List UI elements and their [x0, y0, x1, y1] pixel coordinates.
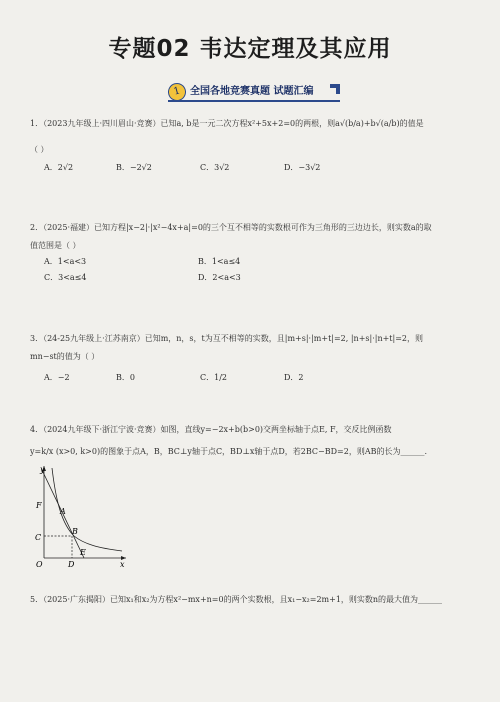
- label-e: E: [80, 548, 86, 557]
- section-number-badge: 1: [166, 81, 188, 103]
- question-2-stem-cont: 值范围是（ ）: [30, 241, 81, 250]
- question-1: [30, 118, 424, 156]
- label-d: D: [68, 560, 75, 569]
- question-3-option-d[interactable]: D．2: [284, 373, 304, 382]
- question-2: [30, 222, 432, 252]
- label-y: y: [40, 465, 45, 474]
- question-2-option-c[interactable]: C．3<a≤4: [44, 273, 87, 282]
- question-3: [30, 333, 423, 363]
- label-o: O: [36, 560, 43, 569]
- question-1-stem-cont: （ ）: [30, 145, 49, 154]
- question-5-stem: 5．（2025·广东揭阳）已知x₁和x₂为方程x²−mx+n=0的两个实数根，且x₁−x₂=2m+1，则实数n的最大值为______: [30, 595, 443, 604]
- question-2-option-a[interactable]: A．1<a<3: [44, 257, 87, 266]
- question-3-option-b[interactable]: B．0: [116, 373, 135, 382]
- label-c: C: [35, 533, 42, 542]
- question-1-option-b[interactable]: B．−2√2: [116, 163, 152, 172]
- section-banner: [168, 80, 340, 102]
- label-b: B: [72, 527, 78, 536]
- question-1-option-c[interactable]: C．3√2: [200, 163, 230, 172]
- section-banner-label: 全国各地竞赛真题 试题汇编: [190, 86, 314, 97]
- question-3-option-a[interactable]: A．−2: [44, 373, 70, 382]
- page-title: 专题02 韦达定理及其应用: [108, 36, 392, 62]
- question-3-stem-cont: mn−st的值为（ ）: [30, 352, 100, 361]
- question-3-stem: 3．（24-25九年级上·江苏南京）已知m，n，s，t为互不相等的实数，且|m+s|·|m+t|=2, |n+s|·|n+t|=2，则: [30, 334, 424, 343]
- question-1-option-d[interactable]: D．−3√2: [284, 163, 321, 172]
- label-f: F: [36, 501, 42, 510]
- label-a: A: [60, 507, 66, 516]
- flag-icon: [330, 84, 340, 94]
- question-4-stem-cont: y=k/x (x>0, k>0)的图象于点A，B，BC⊥y轴于点C，BD⊥x轴于点D，若2BC−BD=2，则AB的长为______.: [30, 447, 428, 456]
- question-2-option-d[interactable]: D．2<a<3: [198, 273, 241, 282]
- question-2-option-b[interactable]: B．1<a≤4: [198, 257, 241, 266]
- question-5: [30, 594, 442, 606]
- question-1-stem: 1．（2023九年级上·四川眉山·竞赛）已知a, b是一元二次方程x²+5x+2=0的两根，则a√(b/a)+b√(a/b)的值是: [30, 119, 424, 128]
- question-4-stem: 4．（2024九年级下·浙江宁波·竞赛）如图，直线y=−2x+b(b>0)交两坐标轴于点E, F，交反比例函数: [30, 425, 392, 434]
- question-4-figure: [22, 462, 132, 572]
- question-3-option-c[interactable]: C．1/2: [200, 373, 227, 382]
- question-4: [30, 424, 427, 458]
- label-x: x: [120, 560, 125, 569]
- question-2-stem: 2．（2025·福建）已知方程|x−2|·|x²−4x+a|=0的三个互不相等的实数根可作为三角形的三边边长，则实数a的取: [30, 223, 432, 232]
- question-1-option-a[interactable]: A．2√2: [44, 163, 74, 172]
